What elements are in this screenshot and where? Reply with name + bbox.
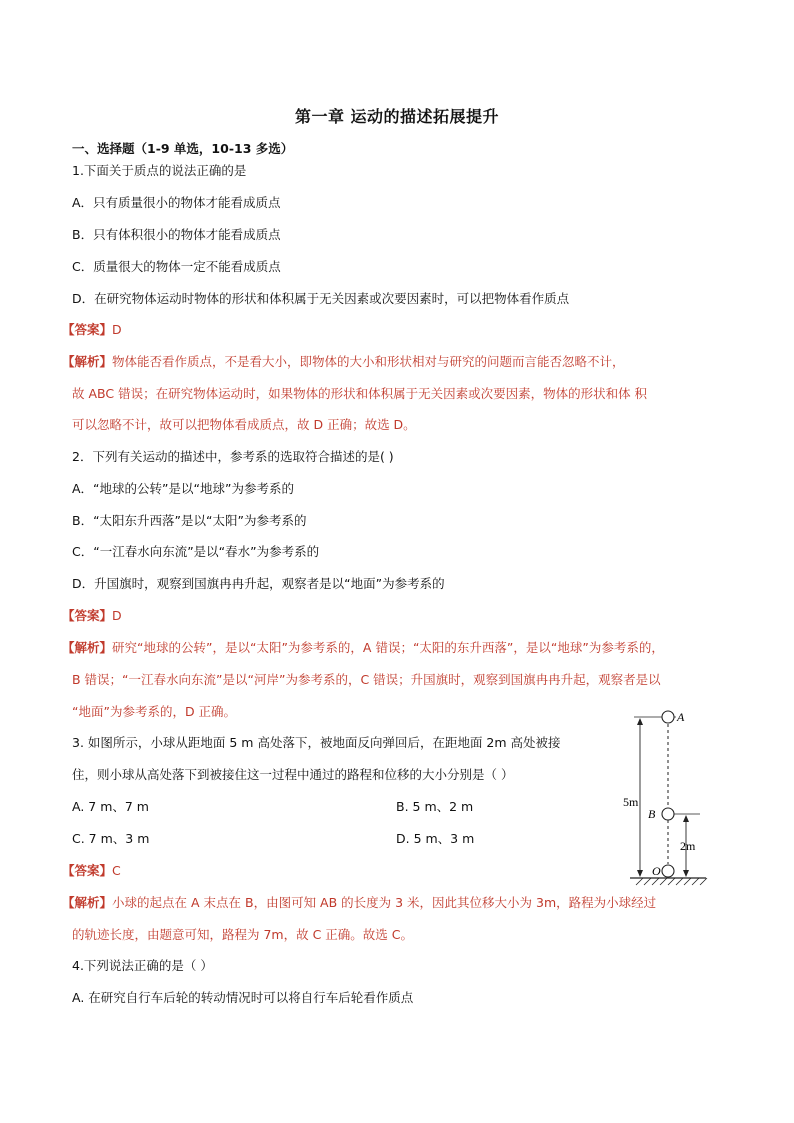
q3-option-a: A. 7 m、7 m: [72, 799, 149, 814]
q2-option-c: C．“一江春水向东流”是以“春水”为参考系的: [72, 544, 320, 559]
q1-option-c: C．质量很大的物体一定不能看成质点: [72, 259, 281, 274]
label-2m: 2m: [680, 839, 696, 853]
label-o: O: [652, 864, 661, 878]
q1-answer-value: D: [112, 322, 122, 337]
q3-stem-line-1: 3. 如图所示，小球从距地面 5 m 高处落下，被地面反向弹回后，在距地面 2m 高处被接: [72, 735, 561, 750]
q2-option-d: D．升国旗时，观察到国旗冉冉升起，观察者是以“地面”为参考系的: [72, 576, 445, 591]
analysis-tag: 【解析】: [62, 640, 113, 655]
label-5m: 5m: [623, 795, 639, 809]
section-heading: 一、选择题（1-9 单选，10-13 多选）: [72, 141, 294, 156]
q1-stem: 1.下面关于质点的说法正确的是: [72, 163, 247, 178]
q2-answer-value: D: [112, 608, 122, 623]
height-5m-arrowhead-top: [637, 718, 643, 725]
label-a: A: [677, 710, 685, 724]
q1-option-b: B．只有体积很小的物体才能看成质点: [72, 227, 281, 242]
analysis-tag: 【解析】: [62, 354, 113, 369]
q3-analysis-line-1: [62, 894, 656, 912]
ground-hatching: [636, 878, 707, 885]
q3-answer-value: C: [112, 863, 121, 878]
q4-option-a: A. 在研究自行车后轮的转动情况时可以将自行车后轮看作质点: [72, 990, 414, 1005]
q2-analysis-line-3: “地面”为参考系的，D 正确。: [72, 704, 237, 719]
height-2m-arrowhead-top: [683, 815, 689, 822]
q2-analysis-line-2: B 错误；“一江春水向东流”是以“河岸”为参考系的，C 错误；升国旗时，观察到国旗冉冉升起，观察者是以: [72, 672, 661, 687]
q1-analysis-line-3: 可以忽略不计，故可以把物体看成质点，故 D 正确；故选 D。: [72, 417, 416, 432]
q2-analysis-line-1: [62, 639, 664, 657]
q1-analysis-line-1: [62, 353, 625, 371]
label-b: B: [648, 807, 656, 821]
height-2m-arrowhead-bottom: [683, 870, 689, 877]
q1-option-d: D．在研究物体运动时物体的形状和体积属于无关因素或次要因素时，可以把物体看作质点: [72, 291, 570, 306]
ball-drop-figure: [622, 706, 732, 890]
ball-a: [662, 711, 674, 723]
height-5m-arrowhead-bottom: [637, 870, 643, 877]
q3-analysis-text-1: 小球的起点在 A 末点在 B，由图可知 AB 的长度为 3 米，因此其位移大小为 3m，路程为小球经过: [112, 895, 657, 910]
q3-option-d: D. 5 m、3 m: [396, 831, 475, 846]
q2-stem: 2．下列有关运动的描述中，参考系的选取符合描述的是( ): [72, 449, 394, 464]
q1-option-a: A．只有质量很小的物体才能看成质点: [72, 195, 281, 210]
q3-option-c: C. 7 m、3 m: [72, 831, 150, 846]
analysis-tag: 【解析】: [62, 895, 113, 910]
q1-analysis-text-1: 物体能否看作质点，不是看大小，即物体的大小和形状相对与研究的问题而言能否忽略不计，: [112, 354, 625, 369]
answer-tag: 【答案】: [62, 608, 113, 623]
ball-o: [662, 865, 674, 877]
ball-drop-diagram: [622, 706, 732, 890]
answer-tag: 【答案】: [62, 863, 113, 878]
q3-option-b: B. 5 m、2 m: [396, 799, 474, 814]
answer-tag: 【答案】: [62, 322, 113, 337]
q1-answer: [62, 321, 122, 339]
page-title: 第一章 运动的描述拓展提升: [294, 107, 500, 126]
q1-analysis-line-2: 故 ABC 错误；在研究物体运动时，如果物体的形状和体积属于无关因素或次要因素，物体的形状和体 积: [72, 386, 648, 401]
q2-option-a: A．“地球的公转”是以“地球”为参考系的: [72, 481, 294, 496]
q2-option-b: B．“太阳东升西落”是以“太阳”为参考系的: [72, 513, 307, 528]
q3-analysis-line-2: 的轨迹长度，由题意可知，路程为 7m，故 C 正确。故选 C。: [72, 927, 413, 942]
q3-stem-line-2: 住，则小球从高处落下到被接住这一过程中通过的路程和位移的大小分别是（ ）: [72, 767, 514, 782]
q3-answer: [62, 862, 121, 880]
ball-b: [662, 808, 674, 820]
q4-stem: 4.下列说法正确的是（ ）: [72, 958, 213, 973]
q2-analysis-text-1: 研究“地球的公转”，是以“太阳”为参考系的，A 错误；“太阳的东升西落”，是以“地球”为参考系的，: [112, 640, 664, 655]
q2-answer: [62, 607, 122, 625]
